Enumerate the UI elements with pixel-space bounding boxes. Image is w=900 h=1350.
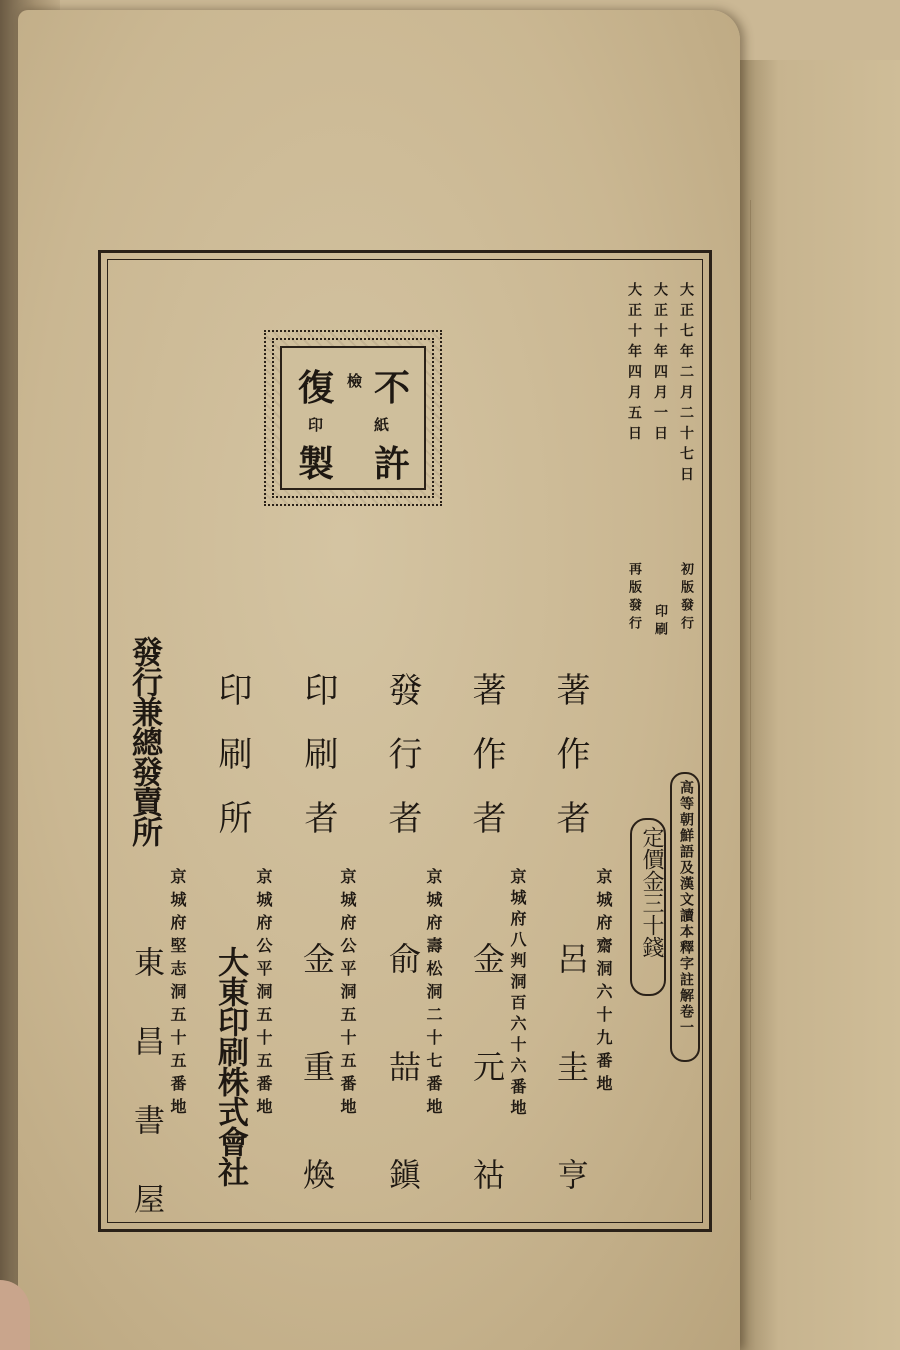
note-first-edition: 初版發行 (678, 562, 693, 634)
stamp-char: 檢 (347, 372, 363, 390)
no-reproduction-stamp (264, 330, 442, 506)
address-author-1: 京城府齋洞六十九番地 (594, 868, 613, 1098)
name-author-2: 金元祜 (468, 942, 506, 1266)
name-printer: 金重煥 (298, 942, 336, 1266)
stamp-char: 紙 (374, 416, 390, 434)
address-print-office: 京城府公平洞五十五番地 (254, 868, 273, 1121)
role-author-2: 著作者 (466, 672, 506, 864)
role-print-office: 印刷所 (212, 672, 252, 864)
name-print-office: 大東印刷株式會社 (212, 946, 248, 1186)
date-second-edition: 大正十年四月五日 (626, 282, 642, 446)
date-first-edition: 大正七年二月二十七日 (678, 282, 694, 487)
stamp-char: 印 (308, 416, 324, 434)
book-title: 高等朝鮮語及漢文讀本釋字註解卷一 (678, 780, 694, 1036)
role-author-1: 著作者 (550, 672, 590, 864)
address-publisher: 京城府壽松洞二十七番地 (424, 868, 443, 1121)
price: 定價金三十錢 (639, 826, 664, 958)
note-second-edition: 再版發行 (626, 562, 641, 634)
adjacent-page-inner (750, 200, 900, 1200)
role-distributor: 發行兼總發賣所 (126, 636, 162, 846)
stamp-char: 不 (374, 367, 411, 409)
role-publisher: 發行者 (382, 672, 422, 864)
note-printing: 印刷 (652, 604, 667, 640)
name-author-1: 呂圭亨 (552, 942, 590, 1266)
name-distributor: 東昌書屋 (128, 946, 164, 1262)
stamp-char: 復 (298, 367, 335, 409)
address-distributor: 京城府堅志洞五十五番地 (168, 868, 187, 1121)
address-printer: 京城府公平洞五十五番地 (338, 868, 357, 1121)
name-publisher: 俞喆鎭 (384, 942, 422, 1266)
stamp-char: 許 (374, 443, 411, 485)
address-author-2: 京城府八判洞百六十六番地 (508, 868, 527, 1120)
date-printing: 大正十年四月一日 (652, 282, 668, 446)
role-printer: 印刷者 (298, 672, 338, 864)
stamp-char: 製 (298, 443, 335, 485)
